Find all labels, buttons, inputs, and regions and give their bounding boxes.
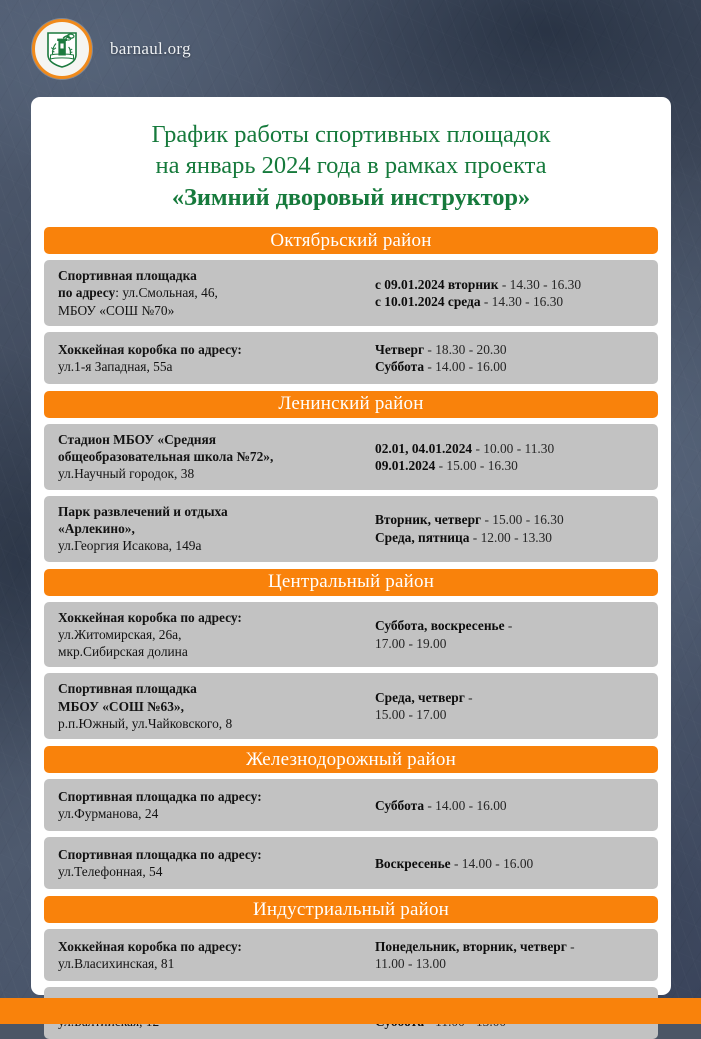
district-section	[44, 391, 658, 562]
venue-schedule: с 09.01.2024 вторник - 14.30 - 16.30 с 10.01.2024 среда - 14.30 - 16.30	[375, 276, 582, 309]
venue-address: Спортивная площадка по адресу: ул.Смольная, 46, МБОУ «СОШ №70»	[58, 268, 218, 318]
venue-schedule: Четверг - 18.30 - 20.30 Суббота - 14.00 - 16.00	[375, 341, 507, 374]
venue-row	[44, 332, 658, 384]
venue-address: Спортивная площадка по адресу: ул.Фурманова, 24	[58, 789, 262, 822]
district-header-ленинский-район: Ленинский район	[44, 391, 658, 418]
district-section	[44, 746, 658, 889]
venue-row	[44, 673, 658, 739]
district-list	[44, 227, 658, 1039]
venue-row	[44, 260, 658, 326]
venue-address: Стадион МБОУ «Средняя общеобразовательная школа №72», ул.Научный городок, 38	[58, 431, 274, 482]
venue-address: Хоккейная коробка по адресу: ул.Власихинская, 81	[58, 939, 242, 972]
title-line-3: «Зимний дворовый инструктор»	[171, 183, 531, 211]
title-line-1: График работы спортивных площадок	[151, 121, 551, 148]
district-header-центральный-район: Центральный район	[44, 569, 658, 596]
venue-address: Парк развлечений и отдыха «Арлекино», ул.Георгия Исакова, 149а	[58, 503, 228, 554]
venue-schedule: Воскресенье - 14.00 - 16.00	[375, 855, 534, 871]
venue-address: Хоккейная коробка по адресу: ул.1-я Западная, 55а	[58, 341, 242, 374]
district-header-железнодорожный-район: Железнодорожный район	[44, 746, 658, 773]
district-section	[44, 569, 658, 740]
page-title	[44, 119, 658, 227]
venue-row	[44, 837, 658, 889]
brand-bar	[0, 0, 701, 97]
district-section	[44, 227, 658, 384]
barnaul-coat-of-arms-icon[interactable]	[32, 19, 92, 79]
venue-row	[44, 929, 658, 981]
venue-row	[44, 424, 658, 490]
venue-schedule: 02.01, 04.01.2024 - 10.00 - 11.30 09.01.2024 - 15.00 - 16.30	[375, 440, 555, 473]
site-name: barnaul.org	[110, 38, 191, 58]
venue-schedule: Суббота, воскресенье - 17.00 - 19.00	[375, 618, 513, 651]
venue-address: Хоккейная коробка по адресу: ул.Житомирская, 26а, мкр.Сибирская долина	[58, 609, 242, 660]
venue-row	[44, 602, 658, 668]
district-header-индустриальный-район: Индустриальный район	[44, 896, 658, 923]
district-header-октябрьский-район: Октябрьский район	[44, 227, 658, 254]
venue-schedule: Понедельник, вторник, четверг - 11.00 - 13.00	[375, 939, 575, 972]
title-line-2: на январь 2024 года в рамках проекта	[155, 152, 547, 180]
bottom-accent-bar	[0, 998, 701, 1024]
venue-schedule: Суббота - 14.00 - 16.00	[375, 797, 507, 813]
venue-schedule: Среда, четверг - 15.00 - 17.00	[375, 690, 473, 723]
venue-row	[44, 779, 658, 831]
venue-address: Спортивная площадка МБОУ «СОШ №63», р.п.Южный, ул.Чайковского, 8	[58, 681, 233, 732]
venue-schedule: Вторник, четверг - 15.00 - 16.30 Среда, пятница - 12.00 - 13.30	[375, 512, 564, 545]
venue-address: Спортивная площадка по адресу: ул.Телефонная, 54	[58, 847, 262, 880]
schedule-card	[31, 97, 671, 995]
venue-row	[44, 496, 658, 562]
